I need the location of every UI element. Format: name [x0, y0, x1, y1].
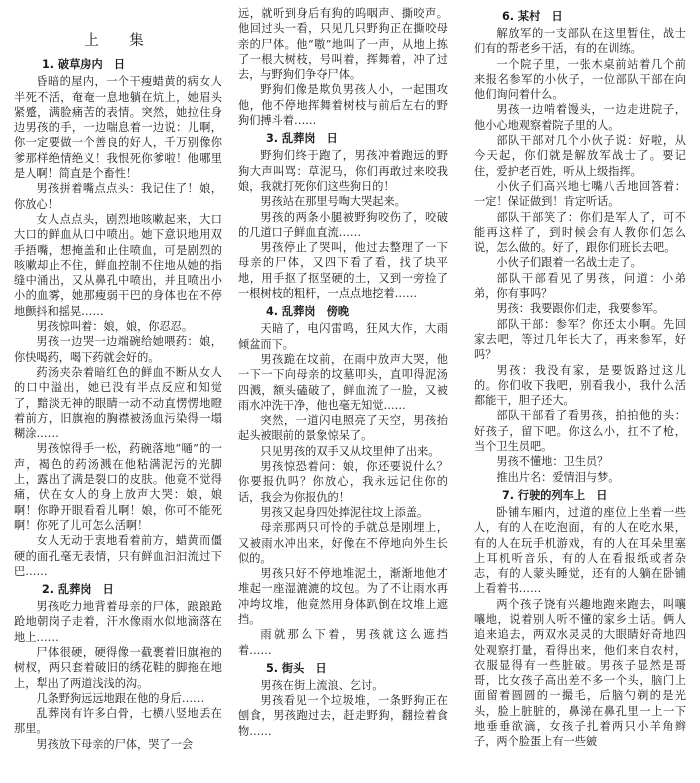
paragraph: 男孩：我要跟你们走，我要参军。 [496, 302, 665, 316]
paragraph: 一个院子里，一张木桌前站着几个前来报名参军的小伙子，一位部队干部在向他们询问着什么。 [474, 57, 686, 102]
paragraph: 两个孩子饶有兴趣地跑来跑去，叫嚷嚷地，说着别人听不懂的家乡土话。俩人追来追去，两双水灵灵的大眼睛好奇地四处观察打量，看得出来，他们来自农村，衣服显得有一些脏破。男孩子显然是哥哥，比女孩子高出差不多一个头，脑门上面留着圆圆的一撮毛，后脑勺剃的是光头，脸上脏脏的，鼻涕在鼻孔里一上一下地垂垂欲滴，女孩子扎着两只小羊角辫子，两个脸蛋上有一些皴 [474, 597, 686, 749]
paragraph: 野狗们像是欺负男孩人小，一起围攻他，他不停地挥舞着树枝与前后左右的野狗们搏斗着…… [238, 83, 448, 128]
paragraph: 男孩在街上流浪、乞讨。 [260, 678, 384, 692]
column-2 [238, 6, 448, 783]
paragraph: 部队干部对几个小伙子说：好啦，从今天起，你们就是解放军战士了。要记住，爱护老百姓，听从上级指挥。 [474, 134, 686, 178]
paragraph: 部队干部看了看男孩，拍拍他的头：好孩子，留下吧。你这么小，扛不了枪，当个卫生员吧。 [474, 409, 686, 454]
paragraph: 男孩惊恐着问：娘，你还要说什么？你要报仇吗？你放心，我永远记住你的话，我会为你报仇的！ [238, 460, 448, 504]
paragraph: 男孩只好不停地堆泥土，渐渐地他才堆起一座湿漉漉的坟包。为了不让雨水再冲垮坟堆，他竟然用身体趴倒在坟堆上遮挡。 [238, 567, 448, 626]
paragraph: 男孩吃力地背着母亲的尸体，踉踉跄跄地朝岗子走着，汗水像雨水似地滴落在地上…… [14, 600, 222, 644]
paragraph: 男孩一边哭一边端碗给她喂药：娘，你快喝药，喝下药就会好的。 [14, 335, 222, 364]
paragraph: 尸体很硬，硬得像一截裹着旧旗袍的树杈，两只套着破旧的绣花鞋的脚拖在地上，犁出了两道浅浅的沟。 [14, 645, 222, 690]
scene-heading: 6. 某村 日 [502, 10, 563, 23]
scene-heading: 7. 行驶的列车上 日 [502, 488, 608, 502]
scene-heading: 3. 乱葬岗 日 [266, 132, 338, 146]
paragraph: 男孩看见一个垃圾堆，一条野狗正在刨食，男孩跑过去，赶走野狗，翻捡着食物…… [238, 694, 448, 738]
paragraph: 药汤夹杂着暗红色的鲜血不断从女人的口中溢出，她已没有半点反应和知觉了，黯淡无神的眼睛一动不动直愣愣地瞪着前方，旧旗袍的胸襟被汤血污染得一塌糊涂…… [14, 365, 222, 441]
paragraph: 小伙子们高兴地七嘴八舌地回答着：一定！保证做到！肯定听话。 [474, 179, 686, 209]
paragraph: 男孩放下母亲的尸体，哭了一会 [36, 737, 194, 751]
paragraph: 推出片名：爱情泪与梦。 [496, 470, 620, 484]
scene-heading: 2. 乱葬岗 日 [42, 583, 114, 597]
paragraph: 男孩的两条小腿被野狗咬伤了，咬破的几道口子鲜血直流…… [238, 210, 448, 239]
paragraph: 卧铺车厢内，过道的座位上坐着一些人，有的人在吃泡面，有的人在吃水果，有的人在玩手机游戏，有的人在耳朵里塞上耳机听音乐，有的人在看报纸或者杂志，有的人蒙头睡觉，还有的人躺在卧铺上看着书…… [474, 505, 686, 596]
paragraph: 小伙子们跟着一名战士走了。 [496, 256, 642, 270]
continued-paragraph: 远，就听到身后有狗的呜咽声、撕咬声。他回过头一看，只见几只野狗正在撕咬母亲的尸体。他“嗷”地叫了一声，从地上拣了一根大树枝，号叫着，挥舞着，冲了过去，与野狗们争夺尸体。 [238, 7, 448, 82]
paragraph: 几条野狗远远地跟在他的身后…… [36, 691, 205, 705]
paragraph: 母亲那两只可怜的手就总是刚埋上，又被雨水冲出来，好像在不停地向外生长似的。 [238, 521, 448, 565]
paragraph: 只见男孩的双手又从坟里伸了出来。 [260, 444, 440, 458]
paragraph: 昏暗的屋内，一个干瘦蜡黄的病女人半死不活，奄奄一息地躺在炕上，她眉头紧蹙，满脸痛苦的表情。突然，她拉住身边男孩的手，一边喘息着一边说：儿啊，你一定要做一个善良的好人，千万别像你爹那样绝情绝义！我恨死你爹啦！他哪里是人啊！简直是个畜性！ [14, 75, 222, 181]
paragraph: 男孩停止了哭叫，他过去整理了一下母亲的尸体，又四下看了看，找了块平地，用手抠了抠坚硬的土，又到一旁捡了一根树枝的粗杆，一点点地挖着…… [238, 241, 448, 301]
paragraph: 部队干部：参军？你还太小啊。先回家去吧，等过几年长大了，再来参军，好吗？ [474, 317, 686, 362]
paragraph: 男孩拼着嘴点点头：我记住了！娘，你放心！ [14, 182, 222, 211]
paragraph: 男孩：我没有家，是要饭路过这儿的。你们收下我吧，别看我小，我什么活都能干，胆子还大。 [474, 363, 686, 408]
paragraph: 男孩又起身四处捧泥往坟上添盖。 [260, 505, 429, 519]
column-3 [474, 6, 686, 783]
paragraph: 部队干部看见了男孩，问道：小弟弟，你有事吗？ [474, 271, 686, 301]
scene-heading: 1. 破草房内 日 [42, 58, 126, 72]
paragraph: 男孩惊得手一松，药碗落地“嗵”的一声，褐色的药汤溅在他粘满泥污的光脚上，露出了满是裂口的皮肤。他竟不觉得痛，伏在女人的身上放声大哭：娘，娘啊！你睁开眼看看儿啊！娘，你可不能死啊！你死了儿可怎么活啊！ [14, 442, 222, 532]
page-title: 上 集 [84, 33, 152, 49]
paragraph: 男孩一边啃着馒头，一边走进院子，他小心地观察着院子里的人。 [474, 103, 686, 132]
scene-heading: 5. 街头 日 [266, 661, 327, 675]
scene-heading: 4. 乱葬岗 傍晚 [266, 305, 350, 319]
paragraph: 部队干部笑了：你们是军人了，可不能再这样了，到时候会有人教你们怎么说，怎么做的。好了，跟你们班长去吧。 [474, 210, 686, 255]
paragraph: 男孩惊叫着：娘，娘，你忍忍。 [36, 320, 194, 334]
paragraph: 天暗了，电闪雷鸣，狂风大作，大雨倾盆而下。 [238, 322, 448, 351]
paragraph: 男孩站在那里号啕大哭起来。 [260, 195, 406, 209]
paragraph: 野狗们终于跑了，男孩冲着跑远的野狗大声叫骂：草泥马，你们再敢过来咬我娘，我就打死你们这些狗日的！ [238, 149, 448, 193]
paragraph: 男孩跪在坟前，在雨中放声大哭，他一下一下向母亲的坟墓叩头，直叩得泥汤四溅，额头磕破了，鲜血流了一脸，又被雨水冲洗干净，他也毫无知觉…… [238, 352, 448, 412]
paragraph: 突然，一道闪电照亮了天空，男孩抬起头被眼前的景象惊呆了。 [238, 414, 448, 443]
paragraph: 男孩不懂地：卫生员？ [496, 455, 609, 469]
paragraph: 女人无动于衷地看着前方，蜡黄而僵硬的面孔毫无表情，只有鲜血汩汩流过下巴…… [14, 534, 222, 578]
paragraph: 解放军的一支部队在这里暂住，战士们有的帮老乡干活，有的在训练。 [474, 27, 686, 56]
paragraph: 女人点点头，剧烈地咳嗽起来，大口大口的鲜血从口中喷出。她下意识地用双手捂嘴，想掩盖和止住喷血，可是剧烈的咳嗽却止不住，鲜血控制不住地从她的指缝中涌出，又从鼻孔中喷出，并且喷出小小的血雾，她那瘦弱干巴的身体也在不停地颤抖和摇晃…… [14, 212, 222, 318]
column-1 [14, 6, 222, 783]
paragraph: 雨就那么下着，男孩就这么遮挡着…… [238, 628, 448, 657]
paragraph: 乱葬岗有许多白骨，七横八竖地丢在那里。 [14, 707, 222, 736]
